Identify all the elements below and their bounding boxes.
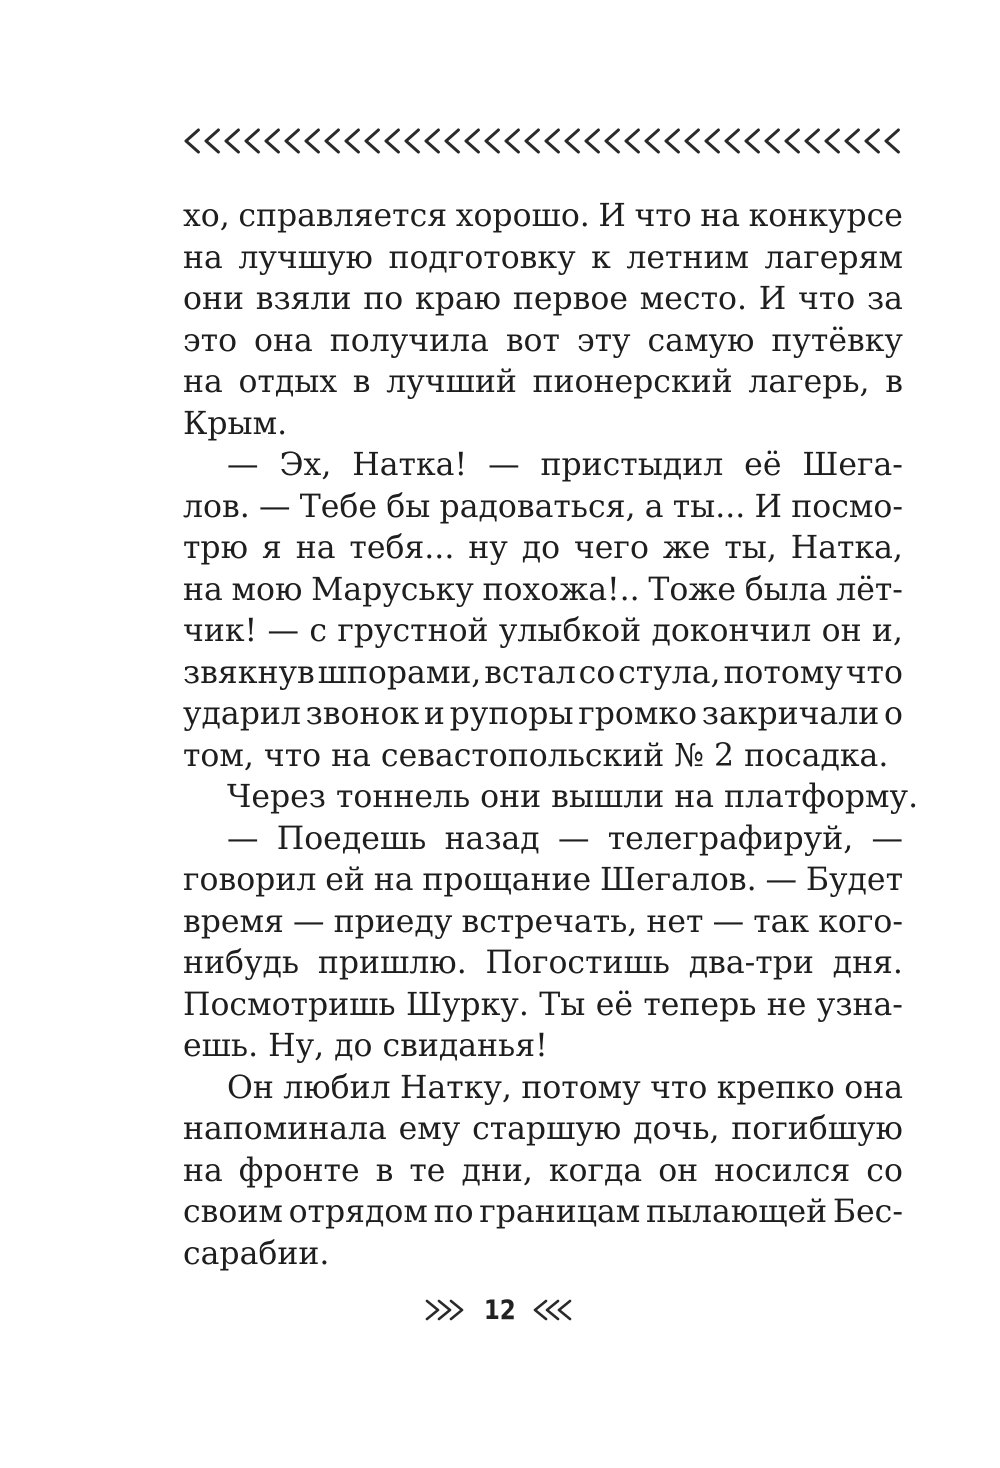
text-line: звякнув шпорами, встал со стула, потому что [183,654,903,691]
ornament-chevron [666,130,678,152]
folio-chevron [547,1301,558,1319]
text-line: Посмотришь Шурку. Ты её теперь не узна- [183,986,903,1023]
page-footer [0,1290,1000,1330]
ornament-chevron [586,130,598,152]
ornament-chevron [426,130,438,152]
double-chevron-left-icon [531,1296,577,1324]
ornament-chevron [546,130,558,152]
ornament-chevron [266,130,278,152]
double-chevron-right-icon [423,1296,469,1324]
text-line: говорил ей на прощание Шегалов. — Будет [183,862,903,898]
ornament-chevron [626,130,638,152]
text-line: ударил звонок и рупоры громко закричали о [183,696,903,732]
ornament-chevron [446,130,458,152]
ornament-chevron [386,130,398,152]
text-line: чик! — с грустной улыбкой докончил он и, [183,613,903,649]
text-line: своим отрядом по границам пылающей Бес- [183,1194,903,1230]
ornament-chevron [686,130,698,152]
paragraph [183,777,919,819]
ornament-chevron [746,130,758,152]
ornament-chevron [286,130,298,152]
folio-chevron [427,1301,438,1319]
ornament-chevron [646,130,658,152]
folio-chevron [451,1301,462,1319]
ornament-chevron [506,130,518,152]
text-line: Он любил Натку, потому что крепко она [227,1069,903,1106]
body-text [183,196,919,1275]
ornament-chevron [866,130,878,152]
ornament-chevron [226,130,238,152]
text-line: Через тоннель они вышли на платформу. [227,779,919,815]
folio-chevron [535,1301,546,1319]
text-line: хо, справляется хорошо. И что на конкурсе [183,198,903,234]
text-line: ешь. Ну, до свиданья! [183,1028,548,1064]
text-line: на лучшую подготовку к летним лагерям [183,239,903,276]
ornament-chevron [846,130,858,152]
ornament-chevron [346,130,358,152]
ornament-chevron [186,130,198,152]
text-line: — Поедешь назад — телеграфируй, — [227,820,903,857]
paragraph [183,445,903,777]
ornament-chevron [886,130,898,152]
ornament-chevron [246,130,258,152]
page-number: 12 [484,1294,516,1326]
ornament-chevron [806,130,818,152]
ornament-chevron [406,130,418,152]
ornament-chevron [486,130,498,152]
ornament-chevron [706,130,718,152]
text-line: это она получила вот эту самую путёвку [183,322,903,359]
ornament-chevron [566,130,578,152]
text-line: время — приеду встречать, нет — так кого- [183,903,903,940]
text-line: на отдых в лучший пионерский лагерь, в [183,364,903,400]
ornament-chevron [606,130,618,152]
text-line: на мою Маруську похожа!.. Тоже была лёт- [183,571,903,608]
text-line: трю я на тебя... ну до чего же ты, Натка, [183,530,903,566]
text-line: сарабии. [183,1235,330,1272]
ornament-chevron [206,130,218,152]
text-line: напоминала ему старшую дочь, погибшую [183,1111,903,1147]
folio-chevron [439,1301,450,1319]
text-line: нибудь пришлю. Погостишь два-три дня. [183,945,903,981]
ornament-chevron [466,130,478,152]
chevron-chain-left-ornament-icon [183,124,903,158]
paragraph [183,196,903,445]
text-line: на фронте в те дни, когда он носился со [183,1152,903,1189]
text-line: том, что на севастопольский № 2 посадка. [183,737,889,774]
paragraph [183,819,903,1068]
ornament-chevron [526,130,538,152]
text-line: они взяли по краю первое место. И что за [183,281,903,317]
paragraph [183,1068,903,1276]
ornament-chevron [306,130,318,152]
text-line: лов. — Тебе бы радоваться, а ты... И посмо- [183,488,903,525]
ornament-chevron [786,130,798,152]
ornament-chevron [766,130,778,152]
ornament-chevron [826,130,838,152]
folio-chevron [559,1301,570,1319]
ornament-chevron [726,130,738,152]
text-line: Крым. [183,405,288,442]
text-line: — Эх, Натка! — пристыдил её Шега- [227,447,903,483]
ornament-chevron [366,130,378,152]
ornament-chevron [326,130,338,152]
